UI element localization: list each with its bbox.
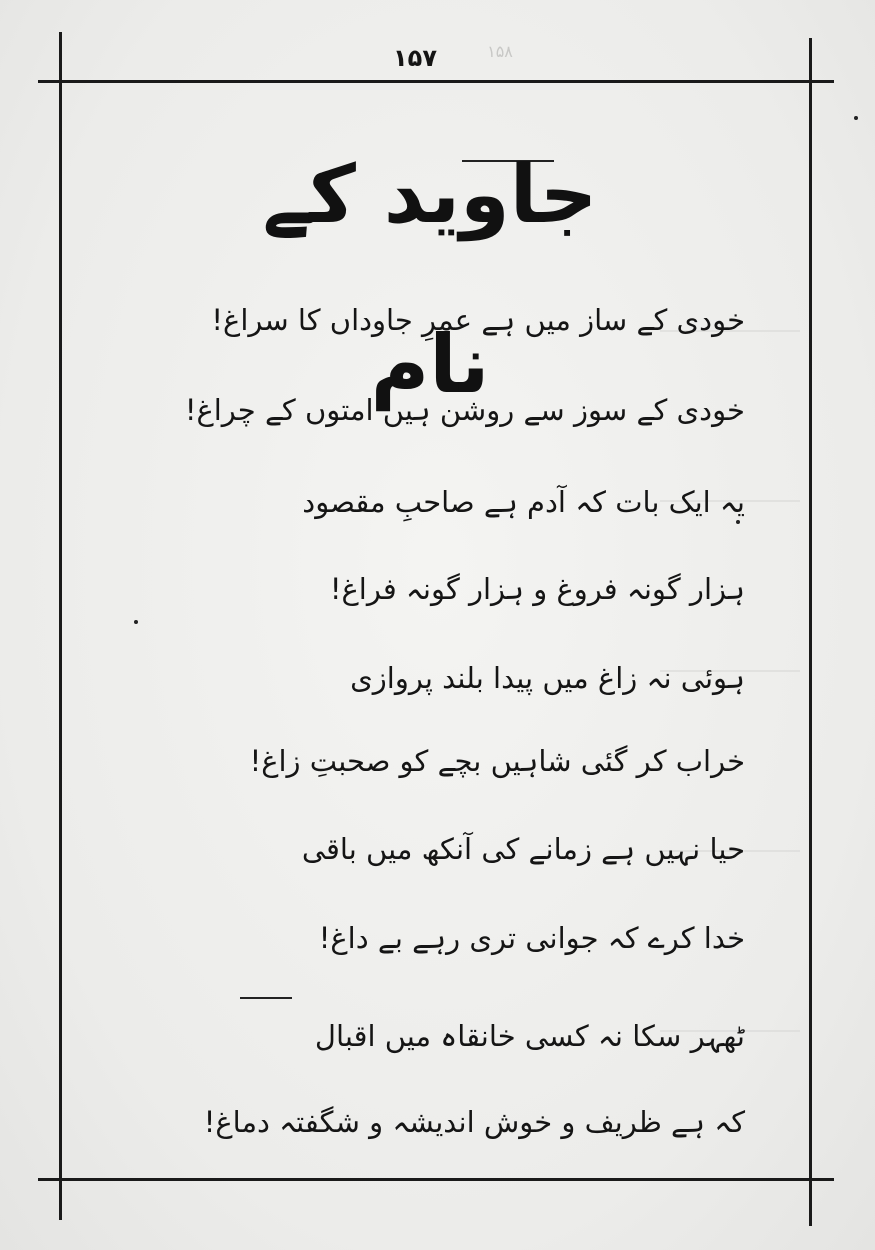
- ink-speck: [134, 620, 138, 624]
- poem-title: جاوید کے نام: [262, 148, 598, 411]
- verse-line: یہ ایک بات کہ آدم ہے صاحبِ مقصود: [302, 485, 745, 519]
- verse-line: خودی کے سوز سے روشن ہیں امتوں کے چراغ!: [184, 393, 745, 427]
- verse-line: خدا کرے کہ جوانی تری رہے بے داغ!: [318, 921, 745, 955]
- frame-top-rule: [38, 80, 834, 83]
- verse-line: خراب کر گئی شاہیں بچے کو صحبتِ زاغ!: [249, 744, 745, 778]
- verse-overline: [240, 997, 292, 999]
- page-number: ۱۵۷: [393, 44, 437, 72]
- verse-line: خودی کے ساز میں ہے عمرِ جاوداں کا سراغ!: [211, 303, 745, 337]
- verse-line: حیا نہیں ہے زمانے کی آنکھ میں باقی: [301, 832, 745, 866]
- verse-line: ٹھہر سکا نہ کسی خانقاہ میں اقبال: [314, 1019, 745, 1053]
- frame-right-rule: [809, 38, 812, 1226]
- verse-line: کہ ہے ظریف و خوش اندیشہ و شگفتہ دماغ!: [203, 1105, 745, 1139]
- ink-speck: [736, 520, 740, 524]
- verse-line: ہزار گونہ فروغ و ہزار گونہ فراغ!: [329, 572, 745, 606]
- verse-line: ہوئی نہ زاغ میں پیدا بلند پروازی: [350, 661, 745, 695]
- frame-left-rule: [59, 32, 62, 1220]
- frame-bottom-rule: [38, 1178, 834, 1181]
- ink-speck: [854, 116, 858, 120]
- bleed-through-page-number: ۱۵۸: [487, 42, 513, 61]
